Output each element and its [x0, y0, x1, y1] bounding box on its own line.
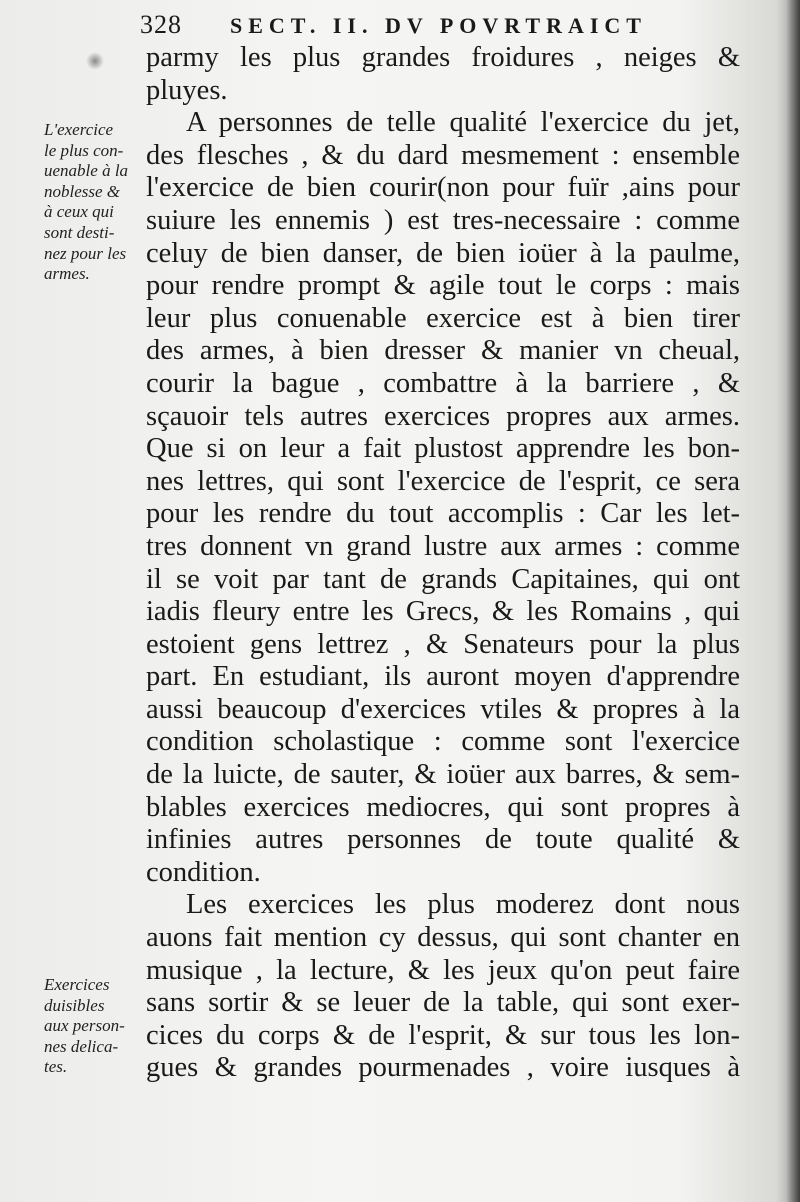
text-line: infinies autres personnes de toute qualité &: [146, 824, 740, 856]
page-number: 328: [140, 10, 182, 39]
text-line: courir la bague , combattre à la barriere , &: [146, 367, 740, 399]
margin-note-line: noblesse &: [44, 181, 121, 201]
text-line: cices du corps & de l'esprit, & sur tous les lon-: [146, 1019, 740, 1051]
text-line: Les exercices les plus moderez dont nous: [186, 889, 740, 921]
text-line: suiure les ennemis ) est tres-necessaire : comme: [146, 204, 740, 236]
margin-note-line: sont desti-: [44, 222, 115, 242]
text-line: tres donnent vn grand lustre aux armes : comme: [146, 530, 740, 562]
running-head: SECT. II. DV POVRTRAICT: [230, 13, 647, 38]
margin-note-line: uenable à la: [44, 161, 129, 181]
text-line: musique , la lecture, & les jeux qu'on peut faire: [146, 954, 740, 986]
page-gutter-shadow: [786, 0, 800, 1202]
main-text-block: [146, 42, 740, 1085]
text-line: gues & grandes pourmenades , voire iusques à: [146, 1052, 740, 1084]
margin-note-line: L'exercice: [44, 120, 114, 139]
margin-note-line: tes.: [44, 1057, 68, 1077]
text-line: pluyes.: [146, 74, 228, 106]
text-line: blables exercices mediocres, qui sont propres à: [146, 791, 740, 823]
margin-note-line: duisibles: [44, 995, 105, 1015]
text-line: des flesches , & du dard mesmement : ensemble: [146, 139, 740, 171]
text-line: pour les rendre du tout accomplis : Car les let-: [146, 498, 740, 530]
text-line: A personnes de telle qualité l'exercice du jet,: [186, 107, 740, 139]
margin-note-line: à ceux qui: [44, 202, 114, 222]
text-line: part. En estudiant, ils auront moyen d'apprendre: [146, 661, 740, 693]
margin-note-line: Exercices: [44, 975, 110, 994]
text-line: Que si on leur a fait plustost apprendre les bon-: [146, 433, 740, 465]
text-line: condition.: [146, 856, 261, 888]
text-line: celuy de bien danser, de bien ioüer à la paulme,: [146, 237, 740, 269]
text-line: nes lettres, qui sont l'exercice de l'esprit, ce sera: [146, 465, 740, 497]
margin-note-line: le plus con-: [44, 140, 124, 160]
text-line: leur plus conuenable exercice est à bien tirer: [146, 302, 740, 334]
text-line: de la luicte, de sauter, & ioüer aux barres, & sem-: [146, 759, 740, 791]
margin-note-line: armes.: [44, 264, 90, 284]
margin-note-exercise-nobility: [44, 120, 146, 285]
text-line: aussi beaucoup d'exercices vtiles & propres à la: [146, 693, 740, 725]
text-line: l'exercice de bien courir(non pour fuïr ,ains pour: [146, 172, 740, 204]
margin-note-line: nes delica-: [44, 1036, 119, 1056]
ink-smudge: [86, 52, 104, 70]
text-line: estoient gens lettrez , & Senateurs pour la plus: [146, 628, 740, 660]
text-line: condition scholastique : comme sont l'exercice: [146, 726, 740, 758]
text-line: auons fait mention cy dessus, qui sont chanter en: [146, 922, 740, 954]
text-line: il se voit par tant de grands Capitaines, qui ont: [146, 563, 740, 595]
text-line: iadis fleury entre les Grecs, & les Romains , qui: [146, 596, 740, 628]
text-line: sans sortir & se leuer de la table, qui sont exer-: [146, 987, 740, 1019]
text-line: parmy les plus grandes froidures , neiges &: [146, 42, 740, 73]
text-line: des armes, à bien dresser & manier vn cheual,: [146, 335, 740, 367]
text-line: pour rendre prompt & agile tout le corps : mais: [146, 270, 740, 302]
margin-note-line: aux person-: [44, 1016, 125, 1036]
margin-note-delicate-persons: [44, 975, 146, 1078]
margin-note-line: nez pour les: [44, 243, 127, 263]
text-line: sçauoir tels autres exercices propres aux armes.: [146, 400, 740, 432]
